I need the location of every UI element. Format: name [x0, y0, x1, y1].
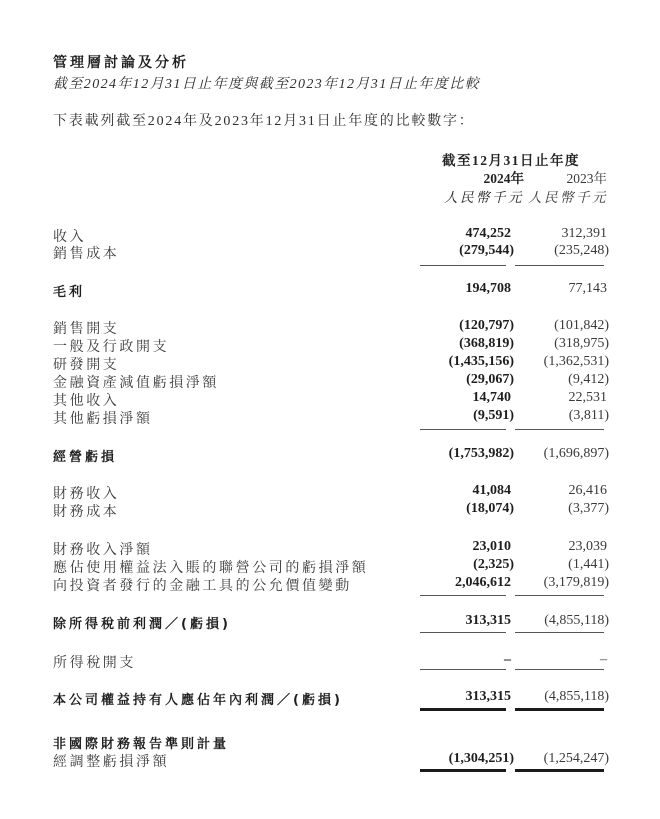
- row-label: 應佔使用權益法入賬的聯營公司的虧損淨額: [53, 561, 369, 576]
- value-2024: 313,315: [465, 689, 511, 704]
- column-header-2023: 2023年: [566, 171, 607, 186]
- row-label: 銷售成本: [53, 247, 120, 262]
- table-row-admin-expenses: [0, 336, 660, 354]
- value-2023: (1,441): [568, 557, 609, 572]
- row-label: 經調整虧損淨額: [53, 755, 170, 770]
- value-2023: 23,039: [568, 539, 607, 554]
- total-double-rule-2023: [515, 708, 604, 711]
- row-label: 其他收入: [53, 394, 120, 409]
- value-2023: (3,179,819): [543, 575, 609, 590]
- value-2024: (120,797): [459, 318, 514, 333]
- value-2024: 313,315: [465, 613, 511, 628]
- row-label: 毛利: [53, 285, 86, 300]
- value-2024: (1,753,982): [448, 446, 514, 461]
- value-2024: 23,010: [472, 539, 511, 554]
- unit-label-2024: 人民幣千元: [444, 190, 524, 205]
- total-double-rule-2024: [420, 708, 506, 711]
- value-2024: 14,740: [472, 390, 511, 405]
- subtotal-rule-2024: [420, 429, 506, 430]
- row-label: 除所得稅前利潤／(虧損): [53, 617, 231, 632]
- row-label: 非國際財務報告準則計量: [53, 737, 230, 752]
- value-2024: 2,046,612: [455, 575, 511, 590]
- value-2023: (3,811): [568, 408, 609, 423]
- section-title: 管理層討論及分析: [53, 55, 189, 71]
- value-2024: (1,304,251): [448, 751, 514, 766]
- value-2023: 26,416: [568, 483, 607, 498]
- row-label: 本公司權益持有人應佔年內利潤／(虧損): [53, 693, 343, 708]
- table-row-impairment-losses: [0, 372, 660, 390]
- table-row-share-of-associates-loss: [0, 557, 660, 575]
- intro-paragraph: 下表載列截至2024年及2023年12月31日止年度的比較數字：: [53, 114, 475, 129]
- value-2024: (2,325): [473, 557, 514, 572]
- subtotal-rule-2024: [420, 595, 506, 596]
- value-2023: 312,391: [561, 226, 607, 241]
- total-double-rule-2024: [420, 769, 506, 772]
- value-2024: 41,084: [472, 483, 511, 498]
- table-row-profit-attributable: [0, 689, 660, 707]
- row-label: 一般及行政開支: [53, 340, 170, 355]
- value-2023: –: [600, 652, 607, 667]
- table-row-selling-expenses: [0, 318, 660, 336]
- subtotal-rule-2024: [420, 632, 506, 633]
- non-ifrs-heading: [0, 733, 660, 751]
- table-row-income-tax: [0, 652, 660, 670]
- row-label: 收入: [53, 230, 87, 245]
- table-row-gross-profit: [0, 281, 660, 299]
- row-label: 銷售開支: [53, 322, 120, 337]
- value-2024: 474,252: [465, 226, 511, 241]
- row-label: 財務收入: [53, 487, 120, 502]
- row-label: 金融資產減值虧損淨額: [53, 376, 219, 391]
- value-2023: (235,248): [554, 243, 609, 258]
- value-2024: (29,067): [466, 372, 514, 387]
- table-row-cost-of-sales: [0, 243, 660, 261]
- table-row-net-finance-income: [0, 539, 660, 557]
- row-label: 所得稅開支: [53, 656, 136, 671]
- table-row-other-income: [0, 390, 660, 408]
- table-row-finance-costs: [0, 501, 660, 519]
- subtotal-rule-2023: [515, 265, 604, 266]
- value-2023: (4,855,118): [544, 613, 609, 628]
- value-2023: (3,377): [568, 501, 609, 516]
- value-2024: –: [504, 652, 511, 667]
- table-row-revenue: [0, 226, 660, 244]
- row-label: 研發開支: [53, 358, 120, 373]
- value-2023: (101,842): [554, 318, 609, 333]
- row-label: 經營虧損: [53, 450, 118, 465]
- value-2024: (18,074): [466, 501, 514, 516]
- table-row-profit-before-tax: [0, 613, 660, 631]
- value-2023: (318,975): [554, 336, 609, 351]
- unit-label-2023: 人民幣千元: [528, 190, 608, 205]
- subtotal-rule-2024: [420, 265, 506, 266]
- value-2023: (9,412): [568, 372, 609, 387]
- value-2023: 77,143: [568, 281, 607, 296]
- subtotal-rule-2023: [515, 669, 604, 670]
- column-header-2024: 2024年: [483, 171, 524, 186]
- row-label: 財務成本: [53, 505, 120, 520]
- subtotal-rule-2024: [420, 669, 506, 670]
- table-row-adjusted-net-loss: [0, 751, 660, 769]
- column-group-header: 截至12月31日止年度: [442, 153, 580, 168]
- value-2024: (1,435,156): [448, 354, 514, 369]
- row-label: 財務收入淨額: [53, 543, 153, 558]
- table-row-other-losses: [0, 408, 660, 426]
- row-label: 其他虧損淨額: [53, 412, 153, 427]
- table-row-fair-value-changes: [0, 575, 660, 593]
- value-2023: (4,855,118): [544, 689, 609, 704]
- value-2023: (1,696,897): [543, 446, 609, 461]
- table-row-operating-loss: [0, 446, 660, 464]
- row-label: 向投資者發行的金融工具的公允價值變動: [53, 579, 352, 594]
- subtotal-rule-2023: [515, 632, 604, 633]
- value-2023: 22,531: [568, 390, 607, 405]
- value-2024: (279,544): [459, 243, 514, 258]
- value-2023: (1,254,247): [543, 751, 609, 766]
- value-2024: 194,708: [465, 281, 511, 296]
- value-2023: (1,362,531): [543, 354, 609, 369]
- table-row-rd-expenses: [0, 354, 660, 372]
- subtotal-rule-2023: [515, 595, 604, 596]
- value-2024: (368,819): [459, 336, 514, 351]
- subtotal-rule-2023: [515, 429, 604, 430]
- section-subtitle: 截至2024年12月31日止年度與截至2023年12月31日止年度比較: [53, 77, 480, 92]
- value-2024: (9,591): [473, 408, 514, 423]
- total-double-rule-2023: [515, 769, 604, 772]
- table-row-finance-income: [0, 483, 660, 501]
